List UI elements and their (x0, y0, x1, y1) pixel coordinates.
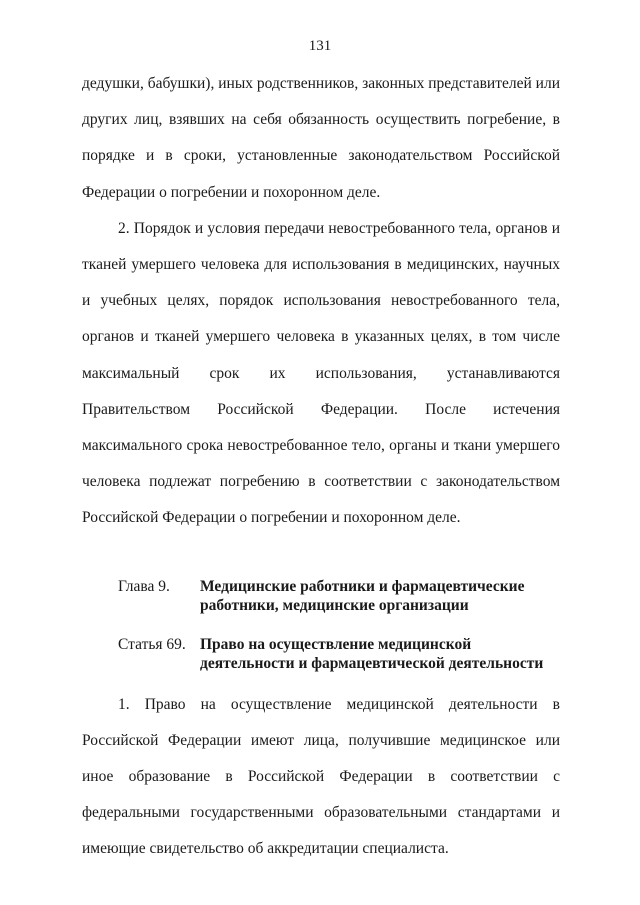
paragraph-2 (82, 211, 560, 537)
chapter-title: Медицинские работники и фармацевтические работники, медицинские организации (200, 577, 525, 614)
chapter-heading (82, 577, 560, 615)
paragraph-article-1 (82, 687, 560, 868)
paragraph-text: дедушки, бабушки), иных родственников, законных представителей или других лиц, взявших на себя обязанность осуществить погребение, в порядке и в сроки, установленные законодательством Российской Федерации о погребении и похоронном деле. (82, 75, 560, 201)
paragraph-text: 1. Право на осуществление медицинской деятельности в Российской Федерации имеют лица, получившие медицинское или иное образование в Российской Федерации в соответствии с федеральными государственными образовательными стандартами и имеющие свидетельство об аккредитации специалиста. (82, 695, 560, 858)
article-title: Право на осуществление медицинской деятельности и фармацевтической деятельности (200, 635, 544, 672)
article-heading (82, 635, 560, 673)
article-label: Статья 69. (118, 635, 186, 653)
paragraph-continued (82, 66, 560, 211)
document-body (82, 66, 560, 868)
chapter-label: Глава 9. (118, 577, 170, 595)
paragraph-text: 2. Порядок и условия передачи невостребованного тела, органов и тканей умершего человека для использования в медицинских, научных и учебных целях, порядок использования невостребованного тела, органов и тканей умершего человека в указанных целях, в том числе максимальный срок их использования, устанавливаются Правительством Российской Федерации. После истечения максимального срока невостребованное тело, органы и ткани умершего человека подлежат погребению в соответствии с законодательством Российской Федерации о погребении и похоронном деле. (82, 219, 560, 527)
page-number: 131 (308, 38, 332, 54)
